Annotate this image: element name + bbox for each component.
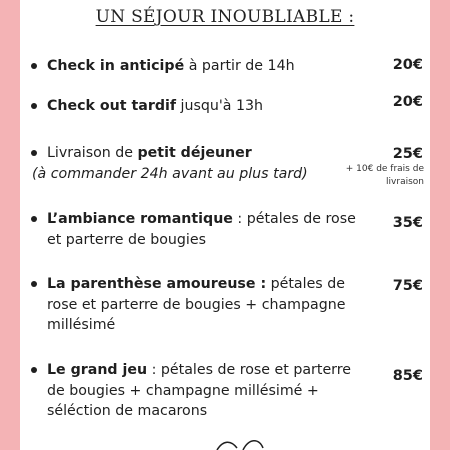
bullet-icon bbox=[31, 150, 37, 156]
item-description bbox=[47, 96, 367, 117]
bullet-icon bbox=[31, 103, 37, 109]
item-title: Le grand jeu bbox=[47, 362, 148, 378]
item-title: petit déjeuner bbox=[137, 145, 252, 161]
item-title: L’ambiance romantique bbox=[47, 211, 233, 227]
item-text: jusqu'à 13h bbox=[176, 98, 264, 114]
item-title: La parenthèse amoureuse : bbox=[47, 276, 267, 292]
item-price: 75€ bbox=[392, 278, 423, 294]
item-description bbox=[47, 143, 367, 164]
item-price: 35€ bbox=[392, 215, 423, 231]
item-text: : pétales de rose et parterre de bougies + champagne millésimé + séléction de macarons bbox=[47, 362, 352, 419]
item-description bbox=[47, 360, 367, 422]
item-text: : pétales de rose et parterre de bougies bbox=[47, 211, 356, 248]
page-title: UN SÉJOUR INOUBLIABLE : bbox=[95, 7, 355, 27]
item-title: Check in anticipé bbox=[47, 58, 185, 74]
item-price: 20€ bbox=[392, 94, 423, 110]
item-subtitle bbox=[32, 164, 352, 185]
item-note: + 10€ de frais de livraison bbox=[345, 164, 424, 187]
item-price: 85€ bbox=[392, 368, 423, 384]
item-description bbox=[47, 56, 367, 77]
item-price: 25€ bbox=[392, 146, 423, 162]
bullet-icon bbox=[31, 367, 37, 373]
item-title: Check out tardif bbox=[47, 98, 177, 114]
item-description bbox=[47, 274, 367, 336]
item-subtitle-text: (à commander 24h avant au plus tard) bbox=[32, 166, 308, 182]
item-price: 20€ bbox=[392, 57, 423, 73]
item-description bbox=[47, 209, 367, 250]
item-text: à partir de 14h bbox=[184, 58, 295, 74]
bullet-icon bbox=[31, 216, 37, 222]
bullet-icon bbox=[31, 281, 37, 287]
bullet-icon bbox=[31, 63, 37, 69]
item-text-prefix: Livraison de bbox=[47, 145, 138, 161]
heart-doodle-icon bbox=[215, 436, 275, 450]
menu-card bbox=[20, 0, 430, 450]
item-text: pétales de rose et parterre de bougies + champagne millésimé bbox=[47, 276, 346, 333]
